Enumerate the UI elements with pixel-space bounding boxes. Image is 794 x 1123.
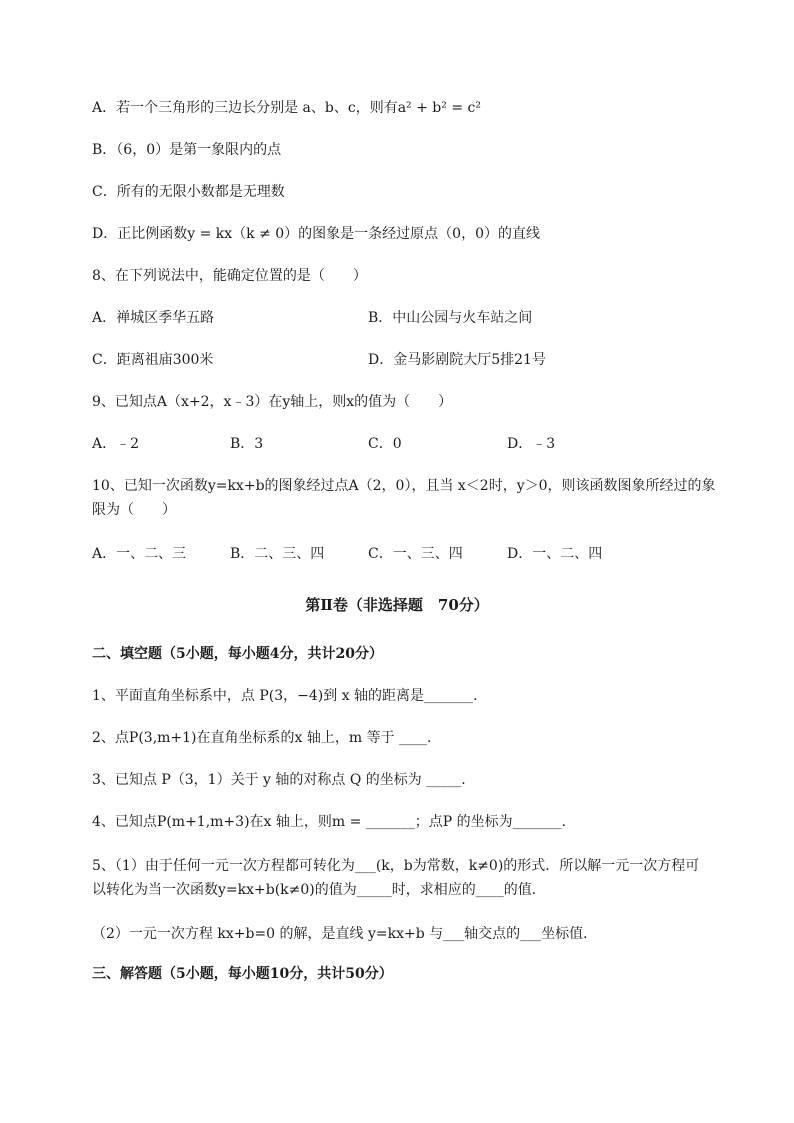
q8-option-b: B．中山公园与火车站之间	[368, 310, 533, 326]
fill-q4: 4、已知点P(m+1,m+3)在x 轴上，则m = _______；点P 的坐标为_______.	[92, 814, 567, 830]
q9-option-c: C．0	[368, 436, 402, 452]
q10-stem-line2: 限为（ ）	[92, 502, 176, 518]
q7-option-c: C．所有的无限小数都是无理数	[92, 184, 285, 200]
q10-option-a: A．一、二、三	[92, 546, 187, 562]
q10-option-b: B．二、三、四	[230, 546, 325, 562]
q9-stem: 9、已知点A（x+2，x﹣3）在y轴上，则x的值为（ ）	[92, 394, 453, 410]
section-2-heading: 二、填空题（5小题，每小题4分，共计20分）	[92, 646, 383, 662]
fill-q5-line3: （2）一元一次方程 kx+b=0 的解，是直线 y=kx+b 与___轴交点的___坐标值．	[92, 926, 598, 942]
q8-option-d: D．金马影剧院大厅5排21号	[368, 352, 546, 368]
fill-q5-line2: 以转化为当一次函数y=kx+b(k≠0)的值为_____时，求相应的____的值．	[92, 882, 546, 898]
q10-stem-line1: 10、已知一次函数y=kx+b的图象经过点A（2，0），且当 x＜2时，y＞0，则该函数图象所经过的象	[92, 478, 716, 494]
q8-option-c: C．距离祖庙300米	[92, 352, 214, 368]
q10-option-c: C．一、三、四	[368, 546, 463, 562]
q8-option-a: A．禅城区季华五路	[92, 310, 215, 326]
fill-q3: 3、已知点 P（3，1）关于 y 轴的对称点 Q 的坐标为 _____.	[92, 772, 466, 788]
q9-option-b: B．3	[230, 436, 264, 452]
q7-option-b: B．（6，0）是第一象限内的点	[92, 142, 282, 158]
q9-option-a: A．﹣2	[92, 436, 140, 452]
q7-option-d: D．正比例函数y = kx（k ≠ 0）的图象是一条经过原点（0，0）的直线	[92, 226, 540, 242]
q10-option-d: D．一、二、四	[507, 546, 603, 562]
section-3-heading: 三、解答题（5小题，每小题10分，共计50分）	[92, 966, 393, 982]
q8-stem: 8、在下列说法中，能确定位置的是（ ）	[92, 268, 367, 284]
part-2-title: 第Ⅱ卷（非选择题 70分）	[305, 596, 489, 614]
q7-option-a: A．若一个三角形的三边长分别是 a、b、c，则有a² + b² = c²	[92, 100, 481, 116]
q9-option-d: D．﹣3	[507, 436, 556, 452]
fill-q2: 2、点P(3,m+1)在直角坐标系的x 轴上，m 等于 ____.	[92, 730, 432, 746]
fill-q1: 1、平面直角坐标系中，点 P(3，−4)到 x 轴的距离是_______.	[92, 688, 478, 704]
fill-q5-line1: 5、（1）由于任何一元一次方程都可转化为___(k，b为常数，k≠0)的形式．所以解一元一次方程可	[92, 858, 700, 874]
